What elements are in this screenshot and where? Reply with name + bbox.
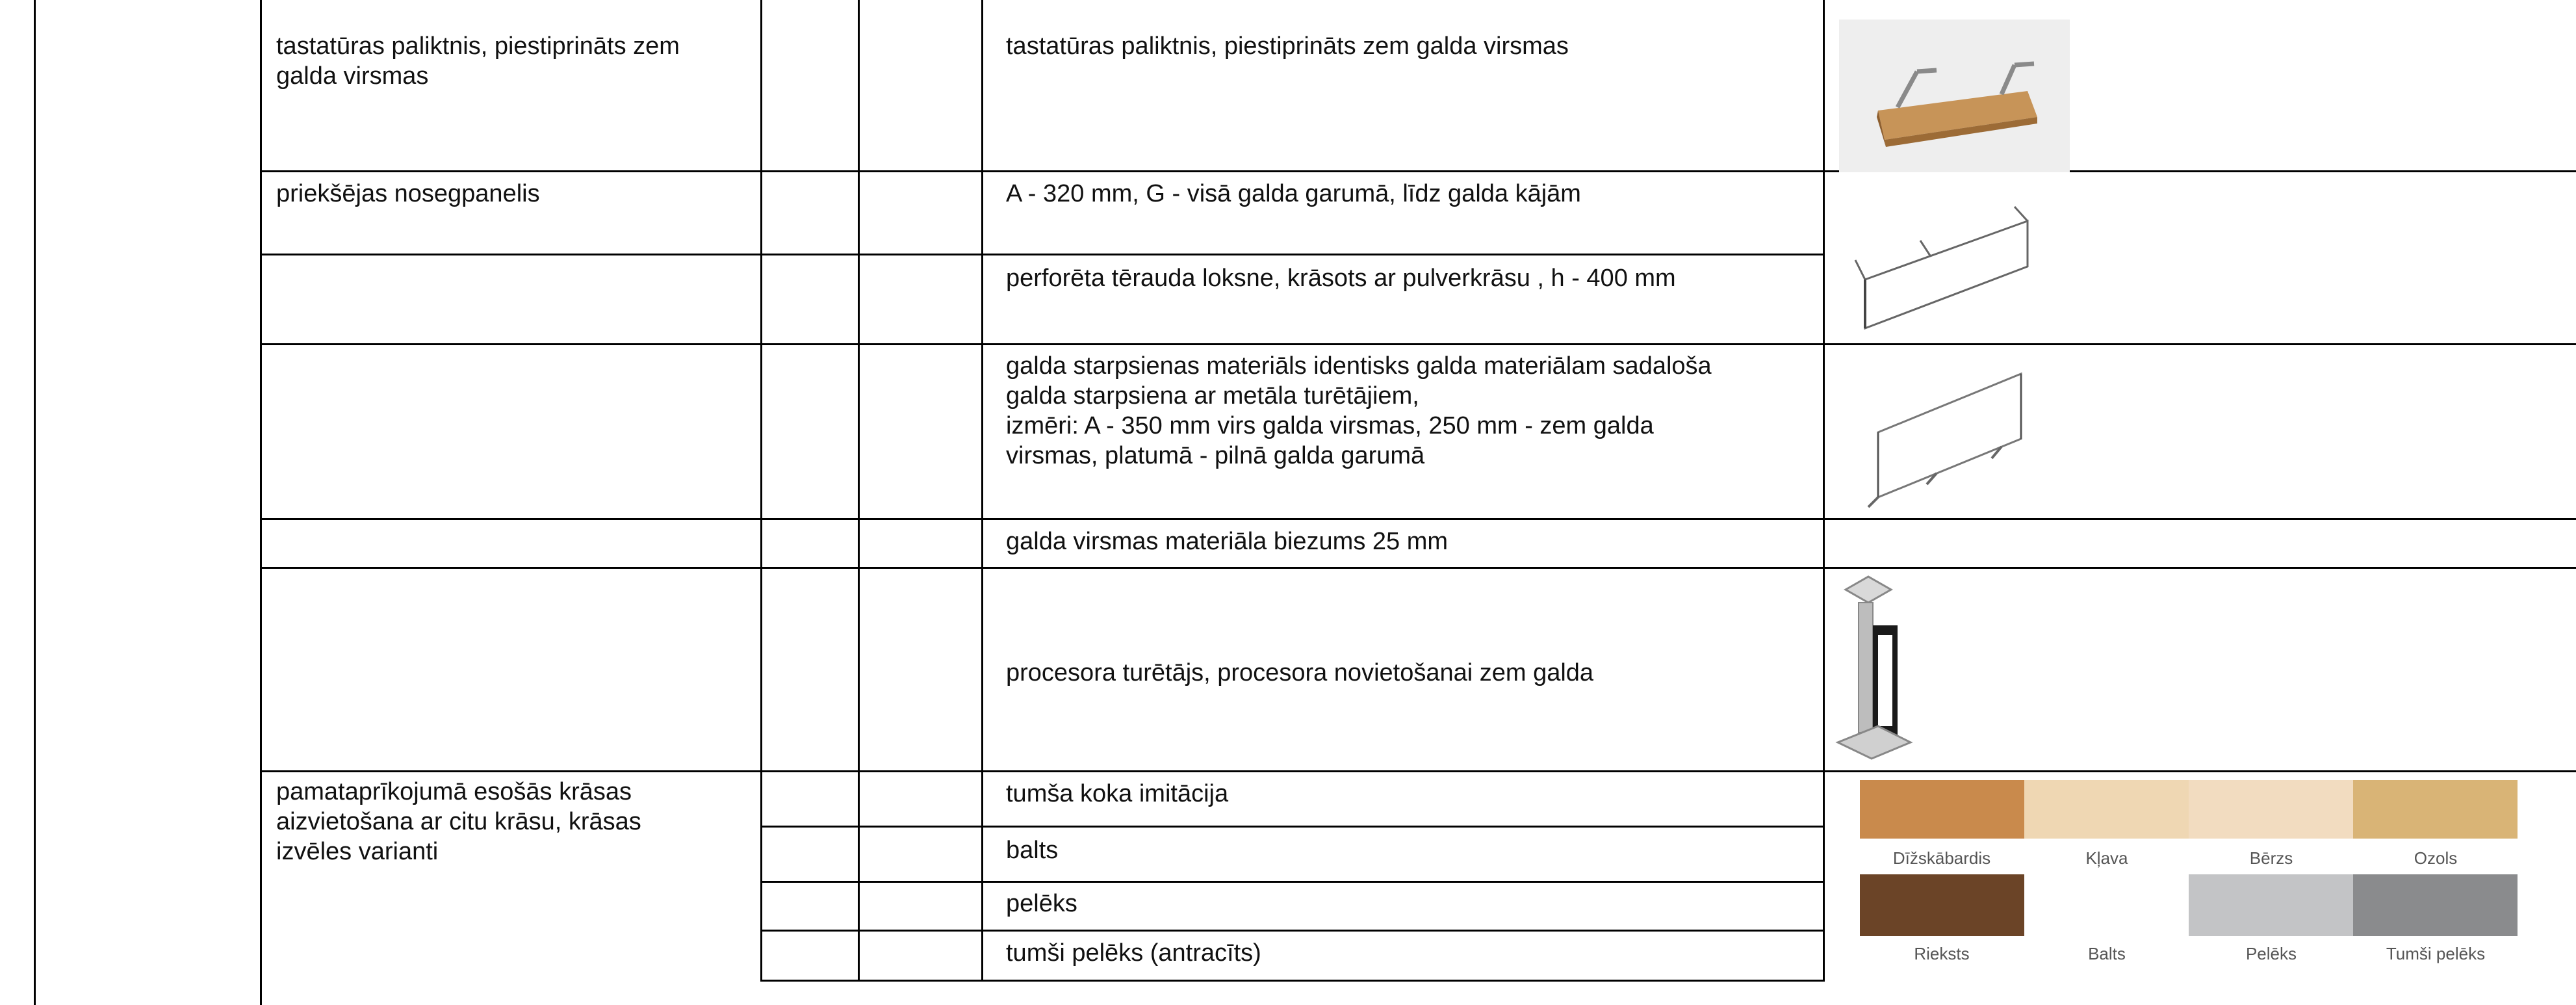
swatch-label: Pelēks xyxy=(2245,944,2297,963)
row-item-description: galda virsmas materiāla biezums 25 mm xyxy=(1006,528,1449,555)
row-divider xyxy=(260,770,2576,772)
swatch-label: Ozols xyxy=(2414,848,2458,868)
color-option: tumši pelēks (antracīts) xyxy=(1006,939,1261,967)
cpu-holder-illustration xyxy=(1833,573,1930,768)
table-bottom-border xyxy=(760,980,1823,982)
options-divider xyxy=(760,881,1823,883)
options-divider xyxy=(760,826,1823,828)
swatch-maple xyxy=(2024,780,2189,839)
front-panel-illustration xyxy=(1839,182,2054,338)
page-left-rule xyxy=(34,0,36,1005)
swatch-label: Kļava xyxy=(2085,848,2128,868)
color-option: tumša koka imitācija xyxy=(1006,780,1229,807)
swatch-label: Balts xyxy=(2088,944,2126,963)
keyboard-tray-illustration xyxy=(1839,20,2070,172)
options-divider xyxy=(760,930,1823,932)
row-divider xyxy=(260,343,2576,345)
row-divider xyxy=(260,567,2576,569)
row-item-label: tastatūras paliktnis, piestiprināts zem galda virsmas xyxy=(276,33,680,90)
table-left-border xyxy=(260,0,262,1005)
row-divider xyxy=(260,518,2576,520)
row-divider xyxy=(260,170,2576,172)
col2-border xyxy=(760,0,762,982)
row-item-description: procesora turētājs, procesora novietošanai zem galda xyxy=(1006,659,1594,686)
color-option: balts xyxy=(1006,837,1059,864)
row-item-description: galda starpsienas materiāls identisks galda materiālam sadaloša galda starpsiena ar metāla turētājiem, izmēri: A - 350 mm virs galda virsmas, 250 mm - zem galda virsmas, platumā - pilnā galda garumā xyxy=(1006,352,1712,469)
col5-border xyxy=(1823,0,1825,982)
swatch-label: Tumši pelēks xyxy=(2386,944,2486,963)
row-item-description: A - 320 mm, G - visā galda garumā, līdz galda kājām xyxy=(1006,180,1581,207)
col4-border xyxy=(981,0,983,982)
swatch-dark-grey xyxy=(2353,874,2518,936)
swatch-label: Rieksts xyxy=(1914,944,1970,963)
desk-divider-illustration xyxy=(1839,354,2054,510)
swatch-birch xyxy=(2189,780,2353,839)
swatch-beech xyxy=(1860,780,2024,839)
col3-border xyxy=(858,0,860,982)
row-item-label: pamataprīkojumā esošās krāsas aizvietošana ar citu krāsu, krāsas izvēles varianti xyxy=(276,778,641,865)
color-option: pelēks xyxy=(1006,890,1077,917)
swatch-label: Bērzs xyxy=(2249,848,2293,868)
swatch-label: Dīžskābardis xyxy=(1892,848,1991,868)
row-divider xyxy=(260,254,1823,255)
row-item-description: tastatūras paliktnis, piestiprināts zem galda virsmas xyxy=(1006,33,1569,60)
swatch-white xyxy=(2024,874,2189,936)
row-item-label: priekšējas nosegpanelis xyxy=(276,180,540,207)
swatch-grey xyxy=(2189,874,2353,936)
row-item-description: perforēta tērauda loksne, krāsots ar pulverkrāsu , h - 400 mm xyxy=(1006,265,1676,292)
swatch-oak xyxy=(2353,780,2518,839)
swatch-walnut xyxy=(1860,874,2024,936)
